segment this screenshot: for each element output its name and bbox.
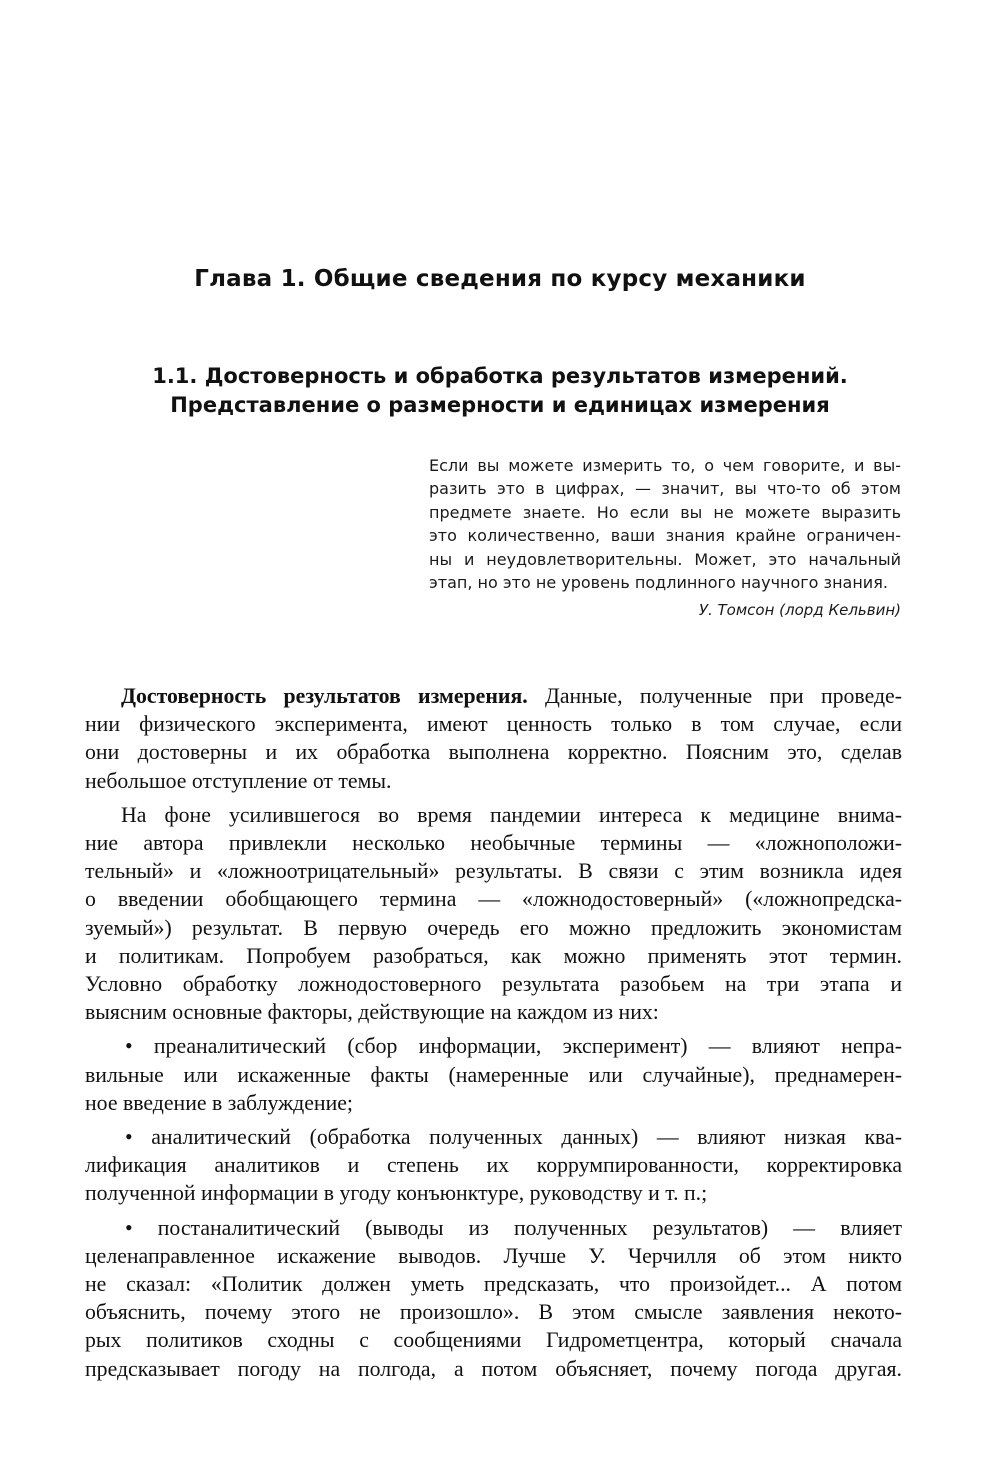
section-title-line: Представление о размерности и единицах измерения — [170, 393, 830, 417]
epigraph-line: ны и неудовлетворительны. Может, это начальный — [429, 549, 901, 569]
paragraph — [85, 682, 902, 795]
paragraph-line: предсказывает погоду на полгода, а потом объясняет, почему погода другая. — [85, 1356, 902, 1381]
paragraph-line: нии физического эксперимента, имеют ценность только в том случае, если — [85, 712, 902, 737]
epigraph-line: Если вы можете измерить то, о чем говорите, и вы- — [429, 456, 901, 475]
paragraph-line: небольшое отступление от темы. — [85, 768, 392, 793]
bullet-item — [85, 1032, 902, 1117]
paragraph-line: тельный» и «ложноотрицательный» результаты. В связи с этим возникла идея — [85, 859, 902, 884]
chapter-title: Глава 1. Общие сведения по курсу механики — [194, 266, 806, 292]
paragraph-line: • аналитический (обработка полученных данных) — влияют низкая ква- — [125, 1125, 902, 1150]
paragraph-line: лификация аналитиков и степень их коррумпированности, корректировка — [85, 1153, 902, 1178]
body-text — [85, 682, 902, 1389]
paragraph-line: рых политиков сходны с сообщениями Гидрометцентра, который сначала — [85, 1328, 902, 1353]
epigraph-line: это количественно, ваши знания крайне ограничен- — [429, 526, 901, 546]
paragraph-line: выясним основные факторы, действующие на каждом из них: — [85, 1000, 659, 1025]
paragraph-line: • постаналитический (выводы из полученных результатов) — влияет — [125, 1215, 902, 1240]
paragraph-line: Условно обработку ложнодостоверного результата разобьем на три этапа и — [85, 972, 902, 997]
paragraph-lead: Достоверность результатов измерения. — [121, 684, 528, 708]
epigraph — [429, 454, 901, 623]
epigraph-line: разить это в цифрах, — значит, вы что-то об этом — [429, 479, 901, 499]
section-title-line: 1.1. Достоверность и обработка результатов измерений. — [152, 364, 848, 388]
epigraph-author: У. Томсон (лорд Кельвин) — [698, 601, 901, 620]
paragraph-line: объяснить, почему этого не произошло». В этом смысле заявления некото- — [85, 1300, 902, 1325]
paragraph-lead-rest: Данные, полученные при проведе- — [527, 684, 902, 708]
paragraph-line: о введении обобщающего термина — «ложнодостоверный» («ложнопредска- — [85, 887, 902, 912]
bullet-item — [85, 1123, 902, 1208]
paragraph-line — [85, 682, 902, 710]
epigraph-line: предмете знаете. Но если вы не можете выразить — [429, 502, 901, 522]
bullet-item — [85, 1214, 902, 1383]
paragraph-line: ние автора привлекли несколько необычные термины — «ложноположи- — [85, 831, 902, 856]
epigraph-line: этап, но это не уровень подлинного научного знания. — [429, 573, 888, 593]
paragraph-line: ное введение в заблуждение; — [85, 1090, 353, 1115]
paragraph-line: и политикам. Попробуем разобраться, как можно применять этот термин. — [85, 943, 902, 968]
paragraph-line: На фоне усилившегося во время пандемии интереса к медицине внима- — [121, 802, 902, 827]
section-title — [0, 362, 1000, 420]
paragraph-line: целенаправленное искажение выводов. Лучше У. Черчилля об этом никто — [85, 1243, 902, 1268]
paragraph-line: • преаналитический (сбор информации, эксперимент) — влияют непра- — [125, 1034, 902, 1059]
paragraph-line: вильные или искаженные факты (намеренные или случайные), преднамерен- — [85, 1062, 902, 1087]
paragraph-line: зуемый») результат. В первую очередь его можно предложить экономистам — [85, 915, 902, 940]
paragraph-line: они достоверны и их обработка выполнена корректно. Поясним это, сделав — [85, 740, 902, 765]
paragraph — [85, 801, 902, 1027]
paragraph-line: не сказал: «Политик должен уметь предсказать, что произойдет... А потом — [85, 1272, 902, 1297]
paragraph-line: полученной информации в угоду конъюнктуре, руководству и т. п.; — [85, 1181, 708, 1206]
